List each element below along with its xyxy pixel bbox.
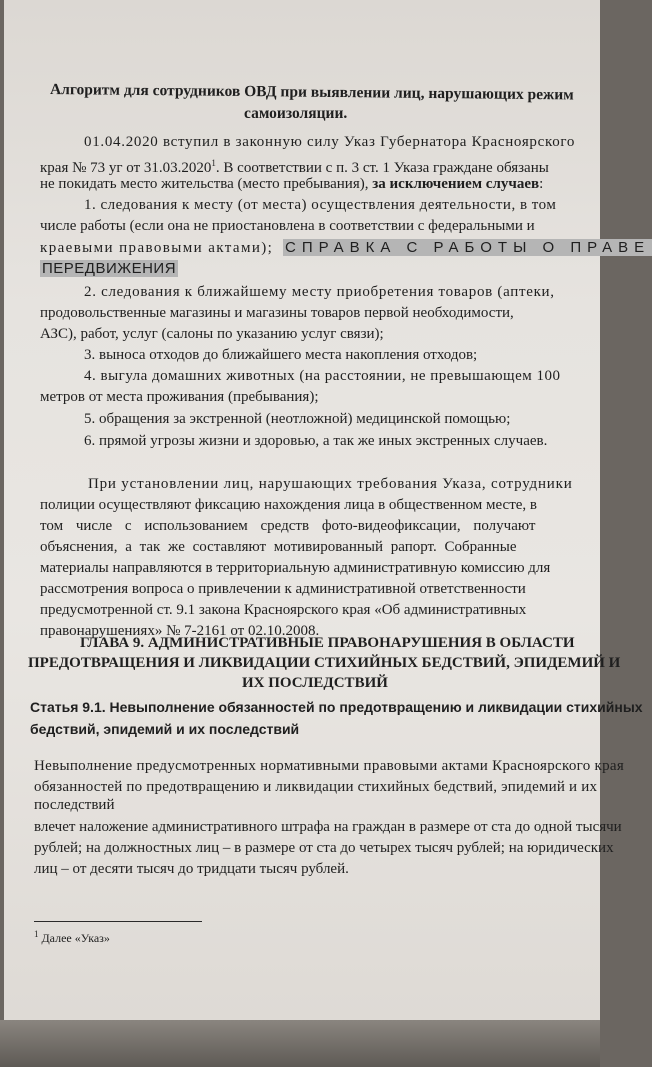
- item1-line3: краевыми правовыми актами); СПРАВКА С РАБОТЫ О ПРАВЕ: [40, 239, 651, 256]
- chapter-heading-line1: ГЛАВА 9. АДМИНИСТРАТИВНЫЕ ПРАВОНАРУШЕНИЯ В ОБЛАСТИ: [80, 635, 575, 651]
- item3: 3. выноса отходов до ближайшего места накопления отходов;: [84, 347, 478, 363]
- para2-line1: При установлении лиц, нарушающих требования Указа, сотрудники: [88, 476, 573, 492]
- para2-line2: полиции осуществляют фиксацию нахождения лица в общественном месте, в: [40, 497, 537, 513]
- footnote: $^1$ Далее «Указ»: [34, 929, 110, 945]
- article-heading-line1: Статья 9.1. Невыполнение обязанностей по предотвращению и ликвидации стихийных: [30, 699, 643, 715]
- highlighted-note: СПРАВКА С РАБОТЫ О ПРАВЕ: [285, 239, 651, 256]
- doc-title-line2: самоизоляции.: [244, 105, 348, 122]
- para3-line3: последствий: [34, 797, 115, 813]
- para3-line5: рублей; на должностных лиц – в размере от ста до четырех тысяч рублей; на юридических: [34, 840, 614, 856]
- doc-title-line1: Алгоритм для сотрудников ОВД при выявлении лиц, нарушающих режим: [49, 81, 574, 104]
- para2-line3: том числе с использованием средств фото-видеофиксации, получают: [40, 518, 536, 534]
- article-heading-line2: бедствий, эпидемий и их последствий: [30, 721, 300, 737]
- item1-line1: 1. следования к месту (от места) осуществления деятельности, в том: [84, 197, 557, 213]
- para2-line8: правонарушениях» № 7-2161 от 02.10.2008.: [40, 623, 320, 639]
- footnote-marker: 1: [211, 158, 216, 168]
- item2-line1: 2. следования к ближайшему месту приобретения товаров (аптеки,: [84, 284, 555, 300]
- highlighted-note-cont: ПЕРЕДВИЖЕНИЯ: [42, 260, 177, 277]
- chapter-heading-line2: ПРЕДОТВРАЩЕНИЯ И ЛИКВИДАЦИИ СТИХИЙНЫХ БЕДСТВИЙ, ЭПИДЕМИЙ И: [28, 655, 621, 671]
- para3-line2: обязанностей по предотвращению и ликвидации стихийных бедствий, эпидемий и их: [34, 779, 598, 795]
- item2-line2: продовольственные магазины и магазины товаров первой необходимости,: [40, 305, 514, 321]
- document-page: [4, 0, 651, 1020]
- table-surface: [0, 1020, 600, 1067]
- para2-line4: объяснения, а так же составляют мотивированный рапорт. Собранные: [40, 539, 517, 555]
- item5: 5. обращения за экстренной (неотложной) медицинской помощью;: [84, 411, 511, 427]
- intro-line3: не покидать место жительства (место пребывания), за исключением случаев:: [40, 176, 544, 192]
- item1-line2: числе работы (если она не приостановлена в соответствии с федеральными и: [40, 218, 535, 234]
- item4-line2: метров от места проживания (пребывания);: [40, 389, 319, 405]
- para3-line4: влечет наложение административного штрафа на граждан в размере от ста до одной тысячи: [34, 819, 622, 835]
- para3-line1: Невыполнение предусмотренных нормативными правовыми актами Красноярского края: [34, 758, 625, 774]
- para2-line5: материалы направляются в территориальную административную комиссию для: [40, 560, 551, 576]
- intro-line2: края № 73 уг от 31.03.2020$^1$. В соответствии с п. 3 ст. 1 Указа граждане обязаны: [40, 158, 549, 176]
- chapter-heading-line3: ИХ ПОСЛЕДСТВИЙ: [242, 675, 388, 691]
- item6: 6. прямой угрозы жизни и здоровью, а так же иных экстренных случаев.: [84, 433, 548, 449]
- para2-line6: рассмотрения вопроса о привлечении к административной ответственности: [40, 581, 526, 597]
- para2-line7: предусмотренной ст. 9.1 закона Красноярского края «Об административных: [40, 602, 527, 618]
- item4-line1: 4. выгула домашних животных (на расстоянии, не превышающем 100: [84, 368, 561, 384]
- footnote-divider: [34, 921, 202, 922]
- para3-line6: лиц – от десяти тысяч до тридцати тысяч рублей.: [34, 861, 349, 877]
- item2-line3: АЗС), работ, услуг (салоны по указанию услуг связи);: [40, 326, 384, 342]
- intro-line1: 01.04.2020 вступил в законную силу Указ Губернатора Красноярского: [84, 134, 576, 150]
- item1-line4: [40, 258, 178, 280]
